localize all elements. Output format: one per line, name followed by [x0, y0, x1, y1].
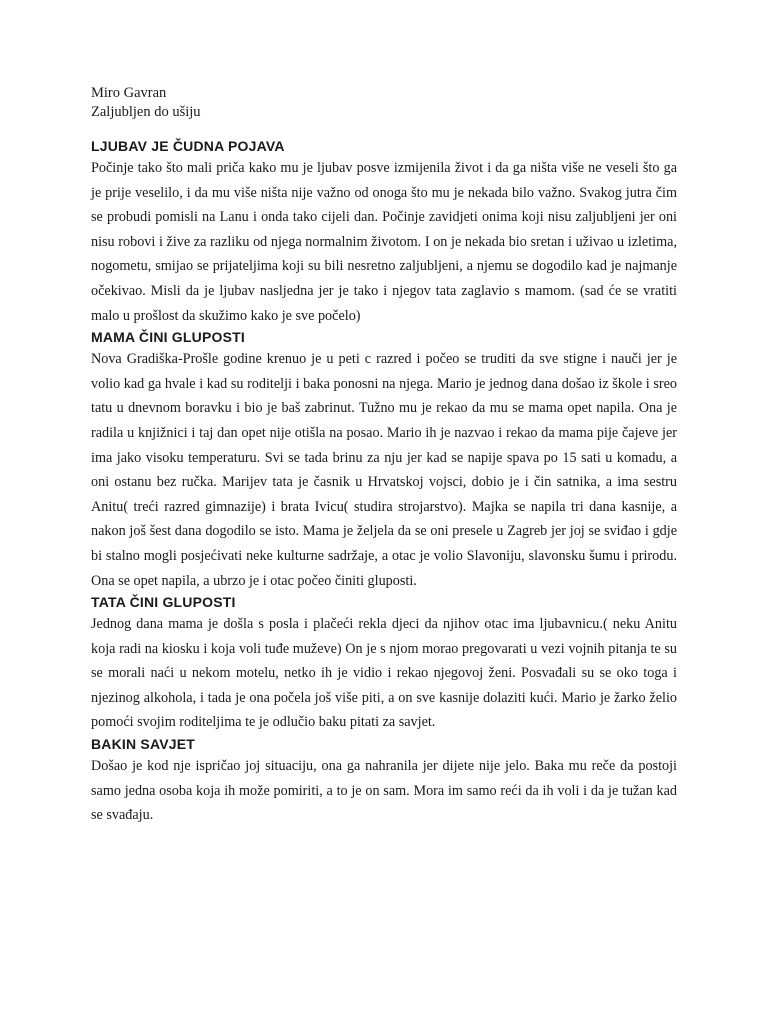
section-text-ljubav: Počinje tako što mali priča kako mu je ljubav posve izmijenila život i da ga ništa više ne veseli što ga je prije veselilo, i da mu više ništa nije važno od onoga što mu je nekada bilo važno. Svakog jutra čim se probudi pomisli na Lanu i onda tako cijeli dan. Počinje zavidjeti onima koji nisu zaljubljeni jer oni nisu robovi i žive za razliku od njega normalnim životom. I on je nekada bio sretan i uživao u izletima, nogometu, smijao se prijateljima koji su bili nesretno zaljubljeni, a njemu se dogodilo kad je najmanje očekivao. Misli da je ljubav nasljedna jer je tako i njegov tata zaglavio s mamom. (sad će se vratiti malo u prošlost da skužimo kako je sve počelo): [91, 160, 677, 324]
book-title: Zaljubljen do ušiju: [91, 104, 201, 120]
section-text-baka: Došao je kod nje ispričao joj situaciju, ona ga nahranila jer dijete nije jelo. Baka mu reče da postoji samo jedna osoba koja ih može pomiriti, a to je on sam. Mora im samo reći da ih voli i da je tužan kad se svađaju.: [91, 758, 677, 824]
section-title-ljubav: LJUBAV JE ČUDNA POJAVA: [91, 138, 285, 154]
section-title-tata: TATA ČINI GLUPOSTI: [91, 594, 236, 611]
section-title-mama: MAMA ČINI GLUPOSTI: [91, 329, 245, 346]
section-text-mama: Nova Gradiška-Prošle godine krenuo je u peti c razred i počeo se truditi da sve stigne i nauči jer je volio kad ga hvale i kad su roditelji i baka ponosni na njega. Mario je jednog dana došao iz škole i sreo tatu u dnevnom boravku i bio je baš zabrinut. Tužno mu je rekao da mu se mama opet napila. Ona je radila u knjižnici i taj dan opet nije otišla na posao. Mario ih je nazvao i rekao da mama pije čajeve jer ima jako visoku temperaturu. Svi se tada brinu za nju jer kad se napije spava po 15 sati u komadu, a oni ostanu bez ručka. Marijev tata je časnik u Hrvatskoj vojsci, dobio je i čin satnika, a ima sestru Anitu( treći razred gimnazije) i brata Ivicu( studira strojarstvo). Majka se napila tri dana kasnije, a nakon još šest dana dogodilo se isto. Mama je željela da se oni presele u Zagreb jer joj se sviđao i gdje bi stalno mogli posjećivati neke kulturne sadržaje, a otac je volio Slavoniju, slavonsku šumu i prirodu. Ona se opet napila, a ubrzo je i otac počeo činiti gluposti.: [91, 351, 677, 589]
section-text-tata: Jednog dana mama je došla s posla i plačeći rekla djeci da njihov otac ima ljubavnicu.( neku Anitu koja radi na kiosku i koja voli tuđe muževe) On je s njom morao pregovarati u vezi vojnih pitanja te su se morali naći u nekom motelu, netko ih je vidio i rekao njegovoj ženi. Posvađali su se oko toga i njezinog alkohola, i tada je ona počela još više piti, a on sve kasnije dolaziti kući. Mario je žarko želio pomoći svojim roditeljima te je odlučio baku pitati za savjet.: [91, 616, 677, 731]
section-title-baka: BAKIN SAVJET: [91, 736, 196, 753]
document-page: [91, 84, 677, 828]
author-name: Miro Gavran: [91, 85, 167, 101]
